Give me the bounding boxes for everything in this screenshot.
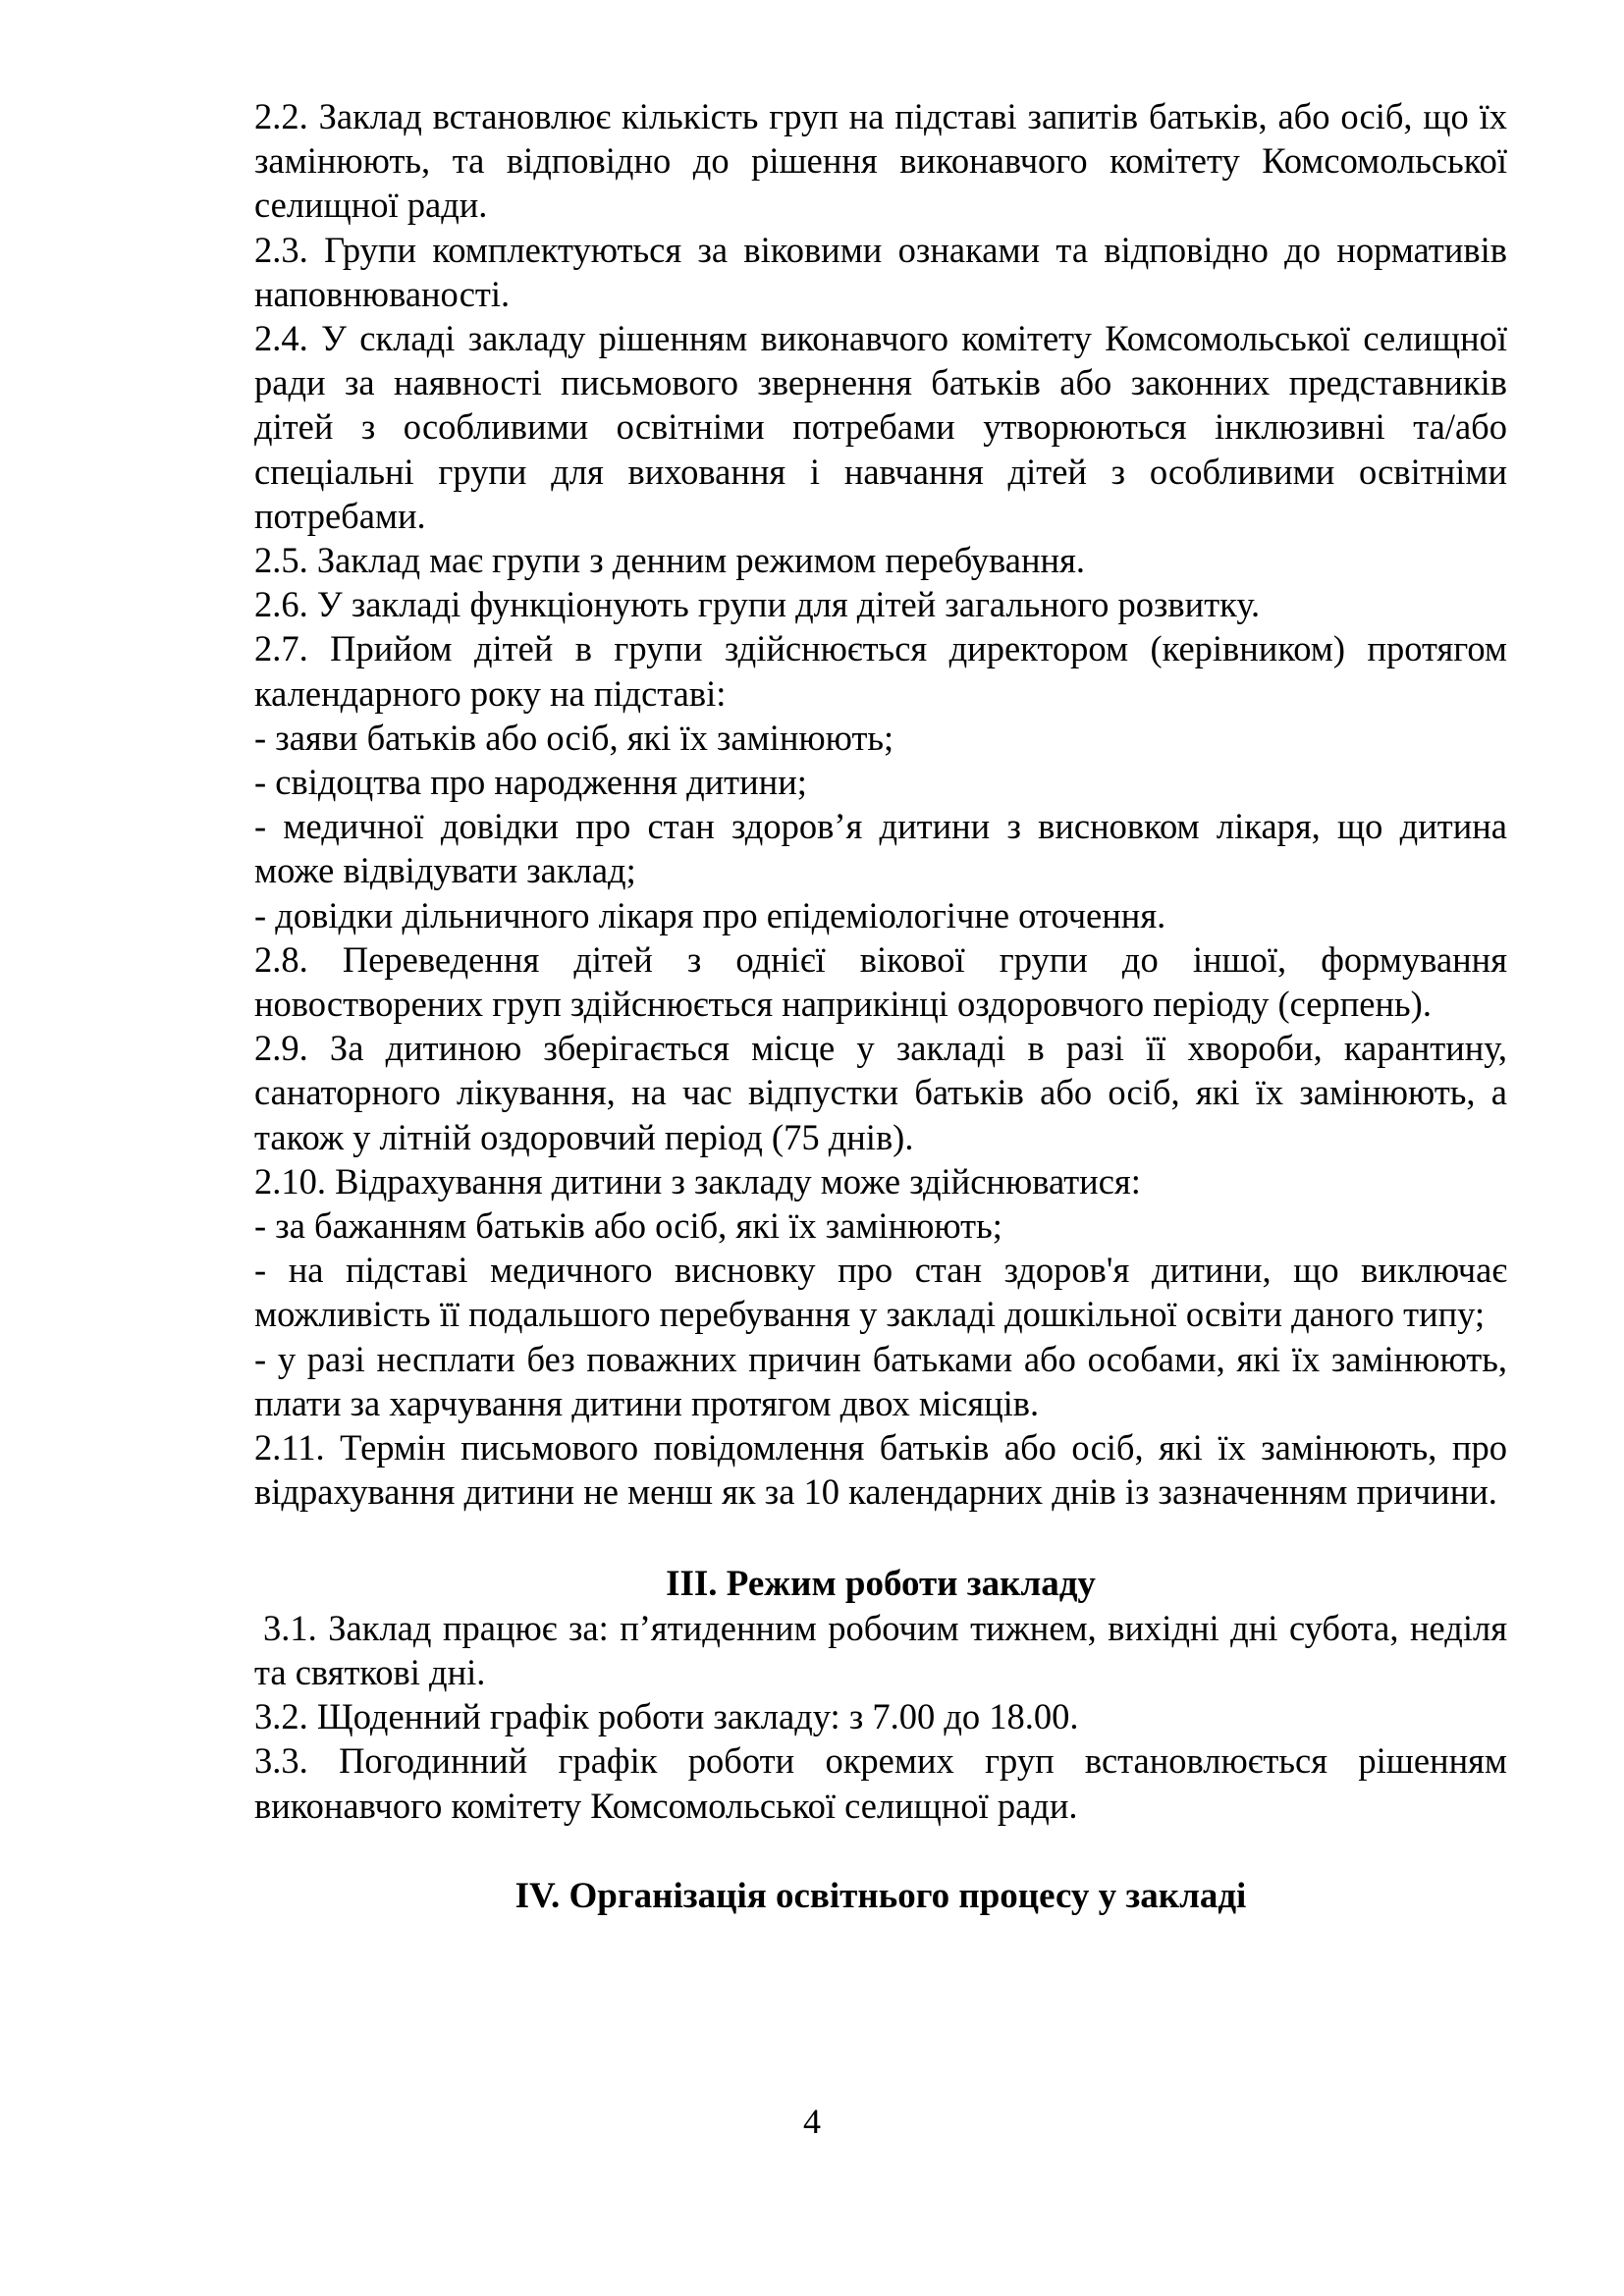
paragraph-2-8: 2.8. Переведення дітей з однієї вікової групи до іншої, формування новостворених груп здійснюється наприкінці оздоровчого періоду (серпень). xyxy=(254,938,1507,1025)
paragraph-3-2: 3.2. Щоденний графік роботи закладу: з 7.00 до 18.00. xyxy=(254,1696,1079,1737)
paragraph-2-9: 2.9. За дитиною зберігається місце у закладі в разі її хвороби, карантину, санаторного лікування, на час відпустки батьків або осіб, які їх замінюють, а також у літній оздоровчий період (75 днів). xyxy=(254,1028,1507,1157)
paragraph-2-2: 2.2. Заклад встановлює кількість груп на підставі запитів батьків, або осіб, що їх замінюють, та відповідно до рішення виконавчого комітету Комсомольської селищної ради. xyxy=(254,96,1507,226)
paragraph-2-7: 2.7. Прийом дітей в групи здійснюється директором (керівником) протягом календарного року на підставі: xyxy=(254,628,1507,714)
page-body xyxy=(254,94,1507,1918)
paragraph-2-3: 2.3. Групи комплектуються за віковими ознаками та відповідно до нормативів наповнюваності. xyxy=(254,229,1507,314)
paragraph-3-3: 3.3. Погодинний графік роботи окремих груп встановлюється рішенням виконавчого комітету Комсомольської селищної ради. xyxy=(254,1740,1507,1826)
page-number: 4 xyxy=(803,2102,821,2141)
spacer xyxy=(254,1828,1507,1872)
paragraph-3-1: 3.1. Заклад працює за: п’ятиденним робочим тижнем, вихідні дні субота, неділя та святкові дні. xyxy=(254,1607,1507,1692)
paragraph-2-4: 2.4. У складі закладу рішенням виконавчого комітету Комсомольської селищної ради за наявності письмового звернення батьків або законних представників дітей з особливими освітніми потребами утворюються інклюзивні та/або спеціальні групи для виховання і навчання дітей з особливими освітніми потребами. xyxy=(254,318,1507,536)
paragraph-2-10: 2.10. Відрахування дитини з закладу може здійснюватися: xyxy=(254,1160,1141,1201)
section-3-heading: ІІІ. Режим роботи закладу xyxy=(666,1563,1096,1604)
list-item-epidemiological-certificate: - довідки дільничного лікаря про епідеміологічне оточення. xyxy=(254,894,1166,935)
paragraph-2-11: 2.11. Термін письмового повідомлення батьків або осіб, які їх замінюють, про відрахування дитини не менш як за 10 календарних днів із зазначенням причини. xyxy=(254,1427,1507,1513)
list-item-medical-certificate: - медичної довідки про стан здоров’я дитини з висновком лікаря, що дитина може відвідувати заклад; xyxy=(254,806,1507,891)
spacer xyxy=(254,1515,1507,1559)
list-item-medical-conclusion: - на підставі медичного висновку про стан здоров'я дитини, що виключає можливість її подальшого перебування у закладі дошкільної освіти даного типу; xyxy=(254,1250,1507,1335)
paragraph-2-5: 2.5. Заклад має групи з денним режимом перебування. xyxy=(254,540,1085,581)
list-item-birth-certificate: - свідоцтва про народження дитини; xyxy=(254,762,807,803)
list-item-nonpayment: - у разі несплати без поважних причин батьками або особами, які їх замінюють, плати за харчування дитини протягом двох місяців. xyxy=(254,1338,1507,1423)
section-4-heading: IV. Організація освітнього процесу у закладі xyxy=(514,1875,1247,1916)
list-item-parents-wish: - за бажанням батьків або осіб, які їх замінюють; xyxy=(254,1205,1002,1247)
list-item-application: - заяви батьків або осіб, які їх замінюють; xyxy=(254,717,894,758)
paragraph-2-6: 2.6. У закладі функціонують групи для дітей загального розвитку. xyxy=(254,584,1261,625)
